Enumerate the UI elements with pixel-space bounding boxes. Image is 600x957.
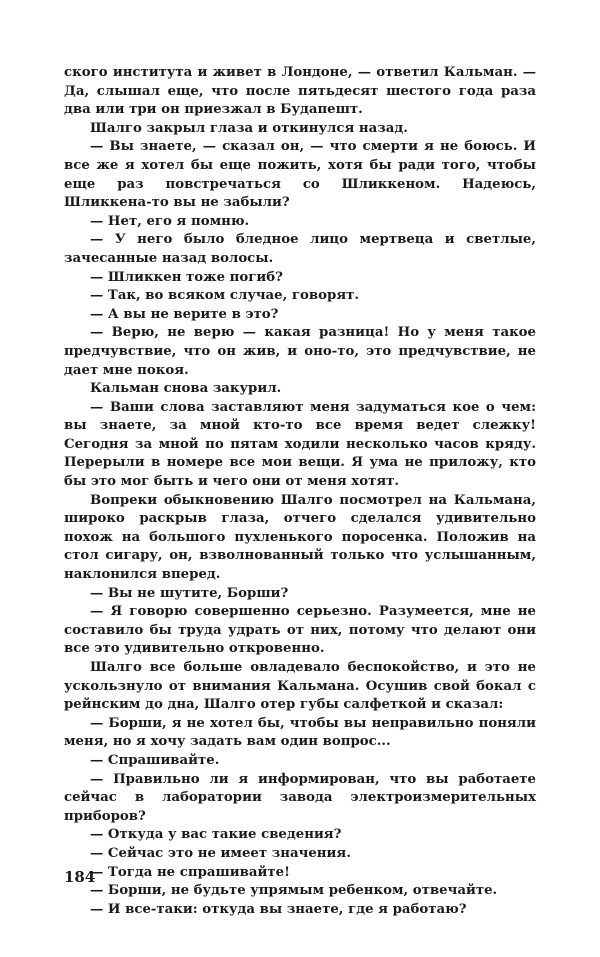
paragraph-16: — Борши, я не хотел бы, чтобы вы неправильно поняли меня, но я хочу задать вам один вопрос...: [64, 715, 536, 750]
paragraph-10: Кальман снова закурил.: [90, 381, 282, 397]
paragraph-18: — Правильно ли я информирован, что вы работаете сейчас в лаборатории завода электроизмерительных приборов?: [64, 771, 536, 824]
paragraph-15: Шалго все больше овладевало беспокойство, и это не ускользнуло от внимания Кальмана. Осушив свой бокал с рейнским до дна, Шалго отер губы салфеткой и сказал:: [64, 660, 536, 713]
paragraph-21: — Тогда не спрашивайте!: [90, 864, 290, 880]
paragraph-17: — Спрашивайте.: [90, 752, 220, 768]
paragraph-9: — Верю, не верю — какая разница! Но у меня такое предчувствие, что он жив, и оно-то, это предчувствие, не дает мне покоя.: [64, 325, 536, 378]
paragraph-5: — У него было бледное лицо мертвеца и светлые, зачесанные назад волосы.: [64, 232, 536, 266]
paragraph-22: — Борши, не будьте упрямым ребенком, отвечайте.: [90, 883, 498, 899]
paragraph-19: — Откуда у вас такие сведения?: [90, 827, 342, 843]
paragraph-4: — Нет, его я помню.: [90, 213, 250, 229]
paragraph-12: Вопреки обыкновению Шалго посмотрел на Кальмана, широко раскрыв глаза, отчего сделался удивительно похож на большого пухленького поросенка. Положив на стол сигару, он, взволнованный только что услышанным, наклонился вперед.: [64, 492, 536, 583]
paragraph-3: — Вы знаете, — сказал он, — что смерти я не боюсь. И все же я хотел бы еще пожить, хотя бы ради того, чтобы еще раз повстречаться со Шликкеном. Надеюсь, Шликкена-то вы не забыли?: [64, 139, 536, 211]
paragraph-13: — Вы не шутите, Борши?: [90, 585, 289, 601]
paragraph-1: ского института и живет в Лондоне, — ответил Кальман. — Да, слышал еще, что после пятьдесят шестого года раза два или три он приезжал в Будапешт.: [64, 65, 536, 118]
paragraph-14: — Я говорю совершенно серьезно. Разумеется, мне не составило бы труда удрать от них, потому что делают они все это удивительно откровенно.: [64, 604, 536, 657]
page-number: 184: [64, 868, 96, 886]
paragraph-6: — Шликкен тоже погиб?: [90, 269, 283, 285]
paragraph-20: — Сейчас это не имеет значения.: [90, 845, 351, 861]
paragraph-8: — А вы не верите в это?: [90, 306, 279, 322]
paragraph-23: — И все-таки: откуда вы знаете, где я работаю?: [90, 901, 467, 917]
paragraph-2: Шалго закрыл глаза и откинулся назад.: [90, 120, 408, 136]
page-body: [64, 64, 536, 919]
paragraph-11: — Ваши слова заставляют меня задуматься кое о чем: вы знаете, за мной кто-то все время ведет слежку! Сегодня за мной по пятам ходили несколько часов кряду. Перерыли в номере все мои вещи. Я ума не приложу, кто бы это мог быть и чего они от меня хотят.: [64, 399, 536, 490]
paragraph-7: — Так, во всяком случае, говорят.: [90, 288, 360, 304]
